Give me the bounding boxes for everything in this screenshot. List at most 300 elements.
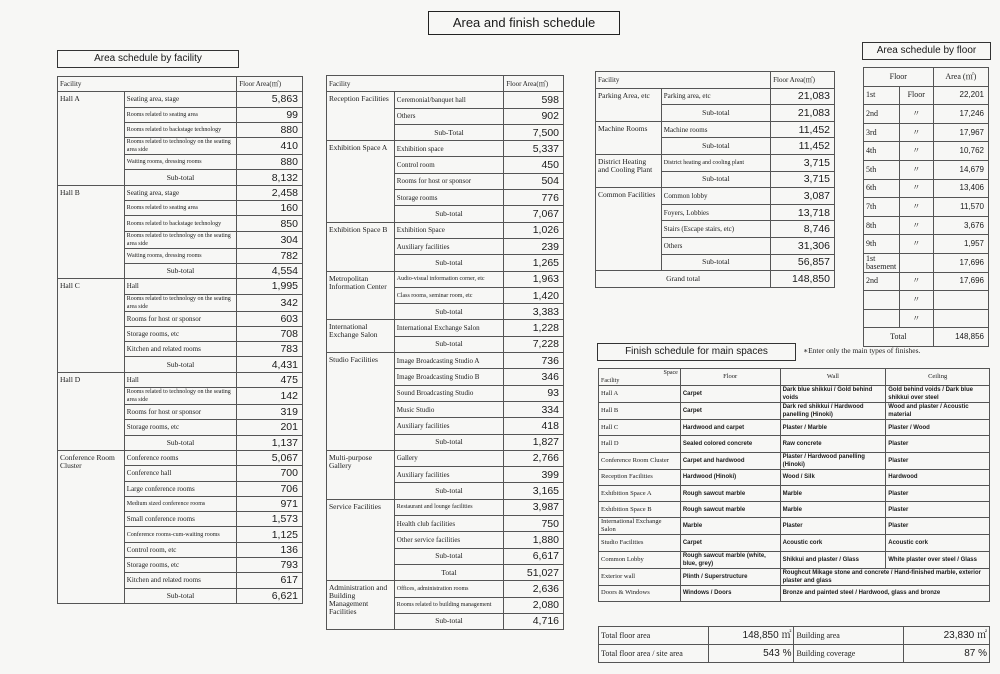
- floor-label: 2nd: [864, 105, 900, 124]
- area-value: 304: [237, 231, 303, 248]
- space-name: Doors & Windows: [599, 585, 681, 601]
- wall-finish: Marble: [780, 485, 886, 501]
- table-row: [599, 502, 990, 518]
- table-row: [864, 123, 989, 142]
- header-floor: Floor: [680, 369, 780, 386]
- floor-ditto: [899, 253, 933, 272]
- floor-finish: Rough sawcut marble: [680, 485, 780, 501]
- floor-label: 8th: [864, 216, 900, 235]
- room-name: Storage rooms, etc: [124, 558, 236, 573]
- area-value: 11,452: [771, 138, 835, 155]
- room-name: Large conference rooms: [124, 481, 236, 496]
- table-row: [327, 581, 564, 597]
- ceiling-finish: Acoustic cork: [886, 535, 990, 551]
- subtotal-label: Sub-total: [661, 138, 770, 155]
- floor-finish: Rough sawcut marble: [680, 502, 780, 518]
- floor-ditto: 〃: [899, 179, 933, 198]
- area-value: 142: [237, 388, 303, 405]
- table-row: [599, 585, 990, 601]
- ceiling-finish: Wood and plaster / Acoustic material: [886, 403, 990, 420]
- grand-total-label: Grand total: [596, 271, 771, 288]
- table-row: [599, 452, 990, 469]
- table-row: [599, 518, 990, 535]
- table-row: [327, 499, 564, 515]
- area-value: 2,636: [504, 581, 564, 597]
- floor-area: [933, 291, 988, 310]
- facility-name: Common Facilities: [596, 188, 662, 271]
- room-name: Rooms related to technology on the seating area side: [124, 138, 236, 155]
- table-row: [596, 88, 835, 105]
- room-name: Music Studio: [394, 401, 503, 417]
- table-row: [596, 121, 835, 138]
- table-row: [327, 271, 564, 287]
- floor-area: 17,967: [933, 123, 988, 142]
- table-row: [599, 535, 990, 551]
- room-name: Conference rooms-cum-waiting rooms: [124, 527, 236, 542]
- room-name: Conference rooms: [124, 450, 236, 465]
- subtotal-label: Sub-total: [124, 170, 236, 185]
- header-facility: Facility: [596, 72, 771, 89]
- floor-area: 3,676: [933, 216, 988, 235]
- subtotal-label: Sub-total: [394, 336, 503, 352]
- table-row: [599, 645, 990, 663]
- area-value: 880: [237, 155, 303, 170]
- subtotal-label: Sub-total: [394, 304, 503, 320]
- room-name: Ceremonial/banquet hall: [394, 92, 503, 108]
- ceiling-finish: Plaster: [886, 436, 990, 452]
- floor-ditto: 〃: [899, 123, 933, 142]
- header-area: Floor Area(㎡): [504, 76, 564, 92]
- floor-label: 4th: [864, 142, 900, 161]
- table-row: [864, 179, 989, 198]
- area-value: 239: [504, 238, 564, 254]
- table-row: [864, 198, 989, 217]
- area-value: 5,067: [237, 450, 303, 465]
- area-value: 6,621: [237, 588, 303, 603]
- room-name: Rooms related to technology on the seating area side: [124, 294, 236, 311]
- floor-finish: Rough sawcut marble (white, blue, grey): [680, 551, 780, 568]
- table-row: [327, 141, 564, 157]
- room-name: Seating area, stage: [124, 185, 236, 200]
- room-name: Class rooms, seminar room, etc: [394, 287, 503, 303]
- wall-finish: Dark blue shikkui / Gold behind voids: [780, 386, 886, 403]
- room-name: International Exchange Salon: [394, 320, 503, 336]
- floor-finish: Plinth / Superstructure: [680, 568, 780, 585]
- area-value: 11,452: [771, 121, 835, 138]
- area-value: 21,083: [771, 105, 835, 122]
- area-value: 736: [504, 353, 564, 369]
- room-name: Control room: [394, 157, 503, 173]
- floor-label: [864, 291, 900, 310]
- room-name: Kitchen and related rooms: [124, 342, 236, 357]
- room-name: Storage rooms: [394, 190, 503, 206]
- table-row: [864, 160, 989, 179]
- floor-label: 9th: [864, 235, 900, 254]
- area-value: 1,420: [504, 287, 564, 303]
- floor-area: 13,406: [933, 179, 988, 198]
- ceiling-finish: Plaster: [886, 502, 990, 518]
- room-name: Restaurant and lounge facilities: [394, 499, 503, 515]
- space-name: International Exchange Salon: [599, 518, 681, 535]
- table-row: [327, 450, 564, 466]
- facility-name: Exhibition Space A: [327, 141, 395, 222]
- floor-ditto: 〃: [899, 309, 933, 328]
- summary-table: [598, 626, 990, 663]
- area-value: 3,383: [504, 304, 564, 320]
- wall-finish: Shikkui and plaster / Glass: [780, 551, 886, 568]
- floor-finish: Carpet: [680, 403, 780, 420]
- ceiling-finish: White plaster over steel / Glass: [886, 551, 990, 568]
- area-value: 1,228: [504, 320, 564, 336]
- room-name: Machine rooms: [661, 121, 770, 138]
- area-value: 708: [237, 326, 303, 341]
- floor-label: 5th: [864, 160, 900, 179]
- area-value: 504: [504, 173, 564, 189]
- facility-name: District Heating and Cooling Plant: [596, 154, 662, 187]
- floor-ditto: 〃: [899, 235, 933, 254]
- space-name: Exterior wall: [599, 568, 681, 585]
- area-value: 1,995: [237, 279, 303, 294]
- floor-ditto: 〃: [899, 198, 933, 217]
- area-value: 880: [237, 122, 303, 137]
- room-name: Offices, administration rooms: [394, 581, 503, 597]
- area-value: 346: [504, 369, 564, 385]
- floor-ditto: 〃: [899, 142, 933, 161]
- header-floor: Floor: [864, 68, 934, 87]
- space-name: Hall A: [599, 386, 681, 403]
- facility-name: Hall C: [58, 279, 125, 372]
- by-floor-title: Area schedule by floor: [862, 42, 991, 60]
- room-name: Others: [394, 108, 503, 124]
- area-value: 1,880: [504, 532, 564, 548]
- floor-label: 1st basement: [864, 253, 900, 272]
- area-value: 319: [237, 405, 303, 420]
- table-row: [864, 216, 989, 235]
- table-row: [599, 436, 990, 452]
- subtotal-label: Sub-total: [124, 357, 236, 372]
- area-value: 93: [504, 385, 564, 401]
- header-facility: Facility: [327, 76, 504, 92]
- room-name: Auxiliary facilities: [394, 418, 503, 434]
- wall-finish: Raw concrete: [780, 436, 886, 452]
- page-title: Area and finish schedule: [428, 11, 620, 35]
- room-name: Rooms related to seating area: [124, 201, 236, 216]
- floor-label: 7th: [864, 198, 900, 217]
- space-name: Common Lobby: [599, 551, 681, 568]
- header-space: Space: [663, 370, 678, 376]
- area-value: 399: [504, 467, 564, 483]
- room-name: Auxiliary facilities: [394, 467, 503, 483]
- summary-label: Total floor area: [599, 627, 709, 645]
- facility-name: Service Facilities: [327, 499, 395, 580]
- subtotal-label: Sub-total: [394, 434, 503, 450]
- subtotal-label: Sub-total: [661, 171, 770, 188]
- room-name: Rooms related to seating area: [124, 107, 236, 122]
- area-value: 51,027: [504, 564, 564, 580]
- area-value: 850: [237, 216, 303, 231]
- facility-name: Conference Room Cluster: [58, 450, 125, 603]
- table-row: [864, 291, 989, 310]
- area-value: 3,715: [771, 154, 835, 171]
- area-value: 56,857: [771, 254, 835, 271]
- facility-table-2: [326, 75, 564, 630]
- room-name: Rooms related to building management: [394, 597, 503, 613]
- room-name: Hall: [124, 372, 236, 387]
- wall-finish: Acoustic cork: [780, 535, 886, 551]
- by-facility-title: Area schedule by facility: [57, 50, 239, 68]
- area-value: 1,026: [504, 222, 564, 238]
- area-value: 410: [237, 138, 303, 155]
- area-value: 1,125: [237, 527, 303, 542]
- area-value: 450: [504, 157, 564, 173]
- room-name: Auxiliary facilities: [394, 238, 503, 254]
- finish-note: ∗Enter only the main types of finishes.: [803, 346, 921, 355]
- finish-table: [598, 368, 990, 602]
- floor-area: [933, 309, 988, 328]
- area-value: 782: [237, 248, 303, 263]
- floor-area: 1,957: [933, 235, 988, 254]
- room-name: Parking area, etc: [661, 88, 770, 105]
- facility-name: Studio Facilities: [327, 353, 395, 451]
- wall-finish: Plaster / Marble: [780, 420, 886, 436]
- room-name: Rooms related to backstage technology: [124, 216, 236, 231]
- area-value: 5,863: [237, 92, 303, 107]
- room-name: Rooms for host or sponsor: [124, 405, 236, 420]
- space-name: Conference Room Cluster: [599, 452, 681, 469]
- summary-label: Building coverage: [794, 645, 904, 663]
- table-row: [599, 485, 990, 501]
- floor-ditto: Floor: [899, 86, 933, 105]
- floor-finish: Carpet: [680, 535, 780, 551]
- room-name: Rooms for host or sponsor: [124, 311, 236, 326]
- table-row: [864, 105, 989, 124]
- area-value: 334: [504, 401, 564, 417]
- floor-area: 11,570: [933, 198, 988, 217]
- subtotal-label: Sub-total: [124, 588, 236, 603]
- room-name: Waiting rooms, dressing rooms: [124, 248, 236, 263]
- facility-table-3: [595, 71, 835, 288]
- area-value: 2,080: [504, 597, 564, 613]
- room-name: Small conference rooms: [124, 512, 236, 527]
- wall-finish: Wood / Silk: [780, 469, 886, 485]
- area-value: 136: [237, 542, 303, 557]
- table-row: [864, 235, 989, 254]
- facility-name: Hall B: [58, 185, 125, 278]
- room-name: Foyers, Lobbies: [661, 204, 770, 221]
- summary-value: 23,830 ㎡: [904, 627, 990, 645]
- area-value: 1,827: [504, 434, 564, 450]
- floor-finish: Carpet and hardwood: [680, 452, 780, 469]
- wall-finish: Plaster: [780, 518, 886, 535]
- space-name: Studio Facilities: [599, 535, 681, 551]
- space-name: Hall B: [599, 403, 681, 420]
- table-row: [327, 320, 564, 336]
- floor-label: 2nd: [864, 272, 900, 291]
- room-name: Stairs (Escape stairs, etc): [661, 221, 770, 238]
- area-value: 3,715: [771, 171, 835, 188]
- table-row: [327, 353, 564, 369]
- wall-finish: Dark red shikkui / Hardwood panelling (Hinoki): [780, 403, 886, 420]
- area-value: 902: [504, 108, 564, 124]
- area-value: 148,850: [771, 271, 835, 288]
- space-name: Reception Facilities: [599, 469, 681, 485]
- table-row: [864, 309, 989, 328]
- area-value: 2,766: [504, 450, 564, 466]
- subtotal-label: Sub-total: [394, 548, 503, 564]
- room-name: Conference hall: [124, 466, 236, 481]
- table-row: [864, 328, 989, 347]
- facility-name: Parking Area, etc: [596, 88, 662, 121]
- room-name: Common lobby: [661, 188, 770, 205]
- room-name: District heating and cooling plant: [661, 154, 770, 171]
- subtotal-label: Sub-Total: [394, 124, 503, 140]
- area-value: 1,573: [237, 512, 303, 527]
- subtotal-label: Sub-total: [394, 483, 503, 499]
- area-value: 7,067: [504, 206, 564, 222]
- table-row: [58, 185, 303, 200]
- room-name: Exhibition space: [394, 141, 503, 157]
- wall-finish: Plaster / Hardwood panelling (Hinoki): [780, 452, 886, 469]
- room-name: Exhibition Space: [394, 222, 503, 238]
- table-row: [58, 279, 303, 294]
- room-name: Storage rooms, etc: [124, 420, 236, 435]
- facility-name: Exhibition Space B: [327, 222, 395, 271]
- summary-value: 87 %: [904, 645, 990, 663]
- header-ceiling: Ceiling: [886, 369, 990, 386]
- table-row: [864, 142, 989, 161]
- area-value: 7,500: [504, 124, 564, 140]
- table-row: [596, 188, 835, 205]
- header-facility: Facility: [601, 378, 620, 384]
- header-area: Floor Area(㎡): [771, 72, 835, 89]
- room-name: Image Broadcasting Studio B: [394, 369, 503, 385]
- summary-label: Total floor area / site area: [599, 645, 709, 663]
- room-name: Kitchen and related rooms: [124, 573, 236, 588]
- facility-name: Reception Facilities: [327, 92, 395, 141]
- floor-label: 1st: [864, 86, 900, 105]
- area-value: 2,458: [237, 185, 303, 200]
- room-name: Sound Broadcasting Studio: [394, 385, 503, 401]
- table-row: [327, 222, 564, 238]
- subtotal-label: Sub-total: [661, 105, 770, 122]
- area-value: 4,431: [237, 357, 303, 372]
- area-value: 971: [237, 496, 303, 511]
- subtotal-label: Sub-total: [661, 254, 770, 271]
- header-area: Area (㎡): [933, 68, 988, 87]
- table-row: [599, 627, 990, 645]
- table-row: [596, 271, 835, 288]
- subtotal-label: Sub-total: [394, 255, 503, 271]
- room-name: Waiting rooms, dressing rooms: [124, 155, 236, 170]
- subtotal-label: Sub-total: [394, 613, 503, 629]
- area-value: 3,165: [504, 483, 564, 499]
- floor-finish: Hardwood (Hinoki): [680, 469, 780, 485]
- ceiling-finish: Plaster / Wood: [886, 420, 990, 436]
- ceiling-finish: Hardwood: [886, 469, 990, 485]
- floor-table: [863, 67, 989, 347]
- finish-title: Finish schedule for main spaces: [597, 343, 796, 361]
- space-name: Exhibition Space B: [599, 502, 681, 518]
- table-row: [864, 272, 989, 291]
- header-facility: Facility: [58, 77, 237, 92]
- room-name: Rooms related to technology on the seating area side: [124, 388, 236, 405]
- table-row: [599, 568, 990, 585]
- wall-finish: Roughcut Mikage stone and concrete / Hand-finished marble, exterior plaster and glass: [780, 568, 989, 585]
- area-value: 13,718: [771, 204, 835, 221]
- area-value: 750: [504, 516, 564, 532]
- subtotal-label: Sub-total: [394, 206, 503, 222]
- room-name: Gallery: [394, 450, 503, 466]
- room-name: Rooms for host or sponsor: [394, 173, 503, 189]
- space-name: Exhibition Space A: [599, 485, 681, 501]
- table-row: [327, 92, 564, 108]
- floor-area: 148,856: [933, 328, 988, 347]
- table-row: [599, 469, 990, 485]
- facility-name: Metropolitan Information Center: [327, 271, 395, 320]
- floor-area: 17,696: [933, 272, 988, 291]
- area-value: 8,132: [237, 170, 303, 185]
- space-name: Hall C: [599, 420, 681, 436]
- table-row: [599, 403, 990, 420]
- table-row: [599, 420, 990, 436]
- area-value: 603: [237, 311, 303, 326]
- table-row: [58, 450, 303, 465]
- wall-finish: Marble: [780, 502, 886, 518]
- floor-label: 3rd: [864, 123, 900, 142]
- room-name: Rooms related to backstage technology: [124, 122, 236, 137]
- area-value: 475: [237, 372, 303, 387]
- room-name: Storage rooms, etc: [124, 326, 236, 341]
- floor-area: 17,696: [933, 253, 988, 272]
- room-name: Hall: [124, 279, 236, 294]
- area-value: 3,087: [771, 188, 835, 205]
- area-value: 783: [237, 342, 303, 357]
- ceiling-finish: Plaster: [886, 452, 990, 469]
- table-row: [599, 551, 990, 568]
- floor-area: 14,679: [933, 160, 988, 179]
- room-name: Other service facilities: [394, 532, 503, 548]
- area-value: 6,617: [504, 548, 564, 564]
- floor-finish: Sealed colored concrete: [680, 436, 780, 452]
- area-value: 700: [237, 466, 303, 481]
- room-name: Rooms related to technology on the seating area side: [124, 231, 236, 248]
- floor-label: [864, 309, 900, 328]
- floor-ditto: 〃: [899, 105, 933, 124]
- facility-name: International Exchange Salon: [327, 320, 395, 353]
- room-name: Control room, etc: [124, 542, 236, 557]
- summary-value: 543 %: [708, 645, 794, 663]
- table-row: [596, 154, 835, 171]
- floor-ditto: 〃: [899, 216, 933, 235]
- area-value: 5,337: [504, 141, 564, 157]
- area-value: 31,306: [771, 237, 835, 254]
- facility-name: Hall D: [58, 372, 125, 450]
- facility-table-1: [57, 76, 303, 604]
- area-value: 7,228: [504, 336, 564, 352]
- facility-name: Hall A: [58, 92, 125, 185]
- area-value: 617: [237, 573, 303, 588]
- area-value: 598: [504, 92, 564, 108]
- area-value: 1,963: [504, 271, 564, 287]
- area-value: 21,083: [771, 88, 835, 105]
- area-value: 201: [237, 420, 303, 435]
- area-value: 776: [504, 190, 564, 206]
- ceiling-finish: Plaster: [886, 485, 990, 501]
- floor-finish: Carpet: [680, 386, 780, 403]
- area-value: 4,716: [504, 613, 564, 629]
- area-value: 1,137: [237, 435, 303, 450]
- space-name: Hall D: [599, 436, 681, 452]
